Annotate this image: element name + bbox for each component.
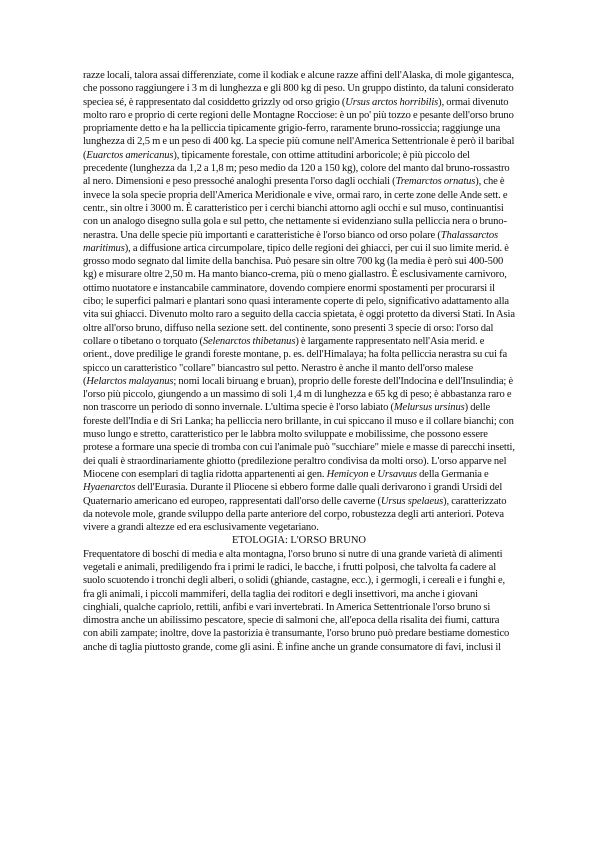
species-name: Melursus ursinus <box>393 402 465 414</box>
text-run: ) è largamente rappresentato nell'Asia merid. e orient., dove predilige le grandi foreste montane, p. es. dell'Himalaya; ha folta pelliccia nerastra su cui fa spicco un caratteristico "collare" biancastro sul petto. Nerastro è anche il manto dell'orso malese ( <box>83 335 508 387</box>
species-name: Hyaenarctos <box>83 482 136 494</box>
species-name: Selenarctos thibetanus <box>202 335 296 347</box>
species-name: Hemicyon <box>326 468 369 480</box>
species-name: Thalassarctos maritimus <box>83 229 498 254</box>
text-run: ) delle foreste dell'India e di Sri Lanka; ha pelliccia nero brillante, in cui spiccano il muso e il collare bianchi; con muso lungo e stretto, caratteristico per le labbra molto sviluppate e mobilissime, che possono essere protese a formare una specie di tromba con cui l'animale può "succhiare" miele e masse di parecchi insetti, dei quali è straordinariamente ghiotto (predilezione peraltro condivisa da molti orso). L'orso apparve nel Miocene con esemplari di taglia ridotta appartenenti ai gen. <box>83 402 515 480</box>
body-paragraph-species <box>83 69 515 534</box>
text-run: ; nomi locali biruang e bruan), proprio delle foreste dell'Indocina e dell'Insulindia; è l'orso più piccolo, giungendo a un massimo di soli 1,4 m di lunghezza e 65 kg di peso; è abbastanza raro e non trascorre un periodo di sonno invernale. L'ultima specie è l'orso labiato ( <box>83 375 513 414</box>
text-run: razze locali, talora assai differenziate, come il kodiak e alcune razze affini dell'Alaska, di mole gigantesca, che possono raggiungere i 3 m di lunghezza e gli 800 kg di peso. Un gruppo distinto, da taluni considerato speciea sé, è rappresentato dal cosiddetto grizzly od orso grigio ( <box>83 70 514 108</box>
species-name: Euarctos americanus <box>86 149 174 161</box>
text-run: ), caratterizzato da notevole mole, grande sviluppo della parte anteriore del corpo, robustezza degli arti anteriori. Poteva vivere a grandi altezze ed era esclusivamente vegetariano. <box>83 495 507 534</box>
species-name: Ursus spelaeus <box>380 495 444 507</box>
text-run: ), ormai divenuto molto raro e proprio di certe regioni delle Montagne Rocciose: è un po' più tozzo e pesante dell'orso bruno propriamente detto e ha la pelliccia tipicamente grigio-ferro, raramente bruno-rossiccia; raggiunge una lunghezza di 2,5 m e un peso di 400 kg. La specie più comune nell'America Settentrionale è però il baribal ( <box>83 96 515 161</box>
text-run: ), a diffusione artica circumpolare, tipico delle regioni dei ghiacci, per cui il suo limite merid. è grosso modo segnato dal limite della banchisa. Può pesare sin oltre 700 kg (la media è però sui 400-500 kg) e misurare oltre 2,50 m. Ha manto bianco-crema, più o meno giallastro. È esclusivamente carnivoro, ottimo nuotatore e instancabile camminatore, dovendo compiere enormi spostamenti per procurarsi il cibo; le superfici palmari e plantari sono quasi interamente coperte di pelo, significativo adattamento alla vita sui ghiacci. Divenuto molto raro a seguito della caccia spietata, è oggi protetto da diversi Stati. In Asia oltre all'orso bruno, diffuso nella sezione sett. del continente, sono presenti 3 specie di orso: l'orso dal collare o tibetano o torquato ( <box>83 242 515 347</box>
text-run: e <box>368 468 378 480</box>
body-paragraph-ethology: Frequentatore di boschi di media e alta montagna, l'orso bruno si nutre di una grande varietà di alimenti vegetali e animali, prediligendo fra i primi le radici, le bacche, i frutti polposi, che talvolta fa cadere al suolo scuotendo i tronchi degli alberi, o solidi (ghiande, castagne, ecc.), i germogli, i cereali e i funghi e, fra gli animali, i piccoli mammiferi, della taglia dei roditori e degli insettivori, ma anche i giovani cinghiali, qualche capriolo, rettili, anfibi e vari invertebrati. In America Settentrionale l'orso bruno si dimostra anche un abilissimo pescatore, specie di salmoni che, all'epoca della risalita dei fiumi, cattura con abili zampate; inoltre, dove la pastorizia è transumante, l'orso bruno può predare bestiame domestico anche di taglia piuttosto grande, come gli asini. È infine anche un grande consumatore di favi, inclusi il <box>83 548 510 653</box>
text-run: della Germania e <box>416 468 489 480</box>
text-run: dell'Eurasia. Durante il Pliocene si ebbero forme dalle quali derivarono i grandi Ursidi del Quaternario americano ed europeo, rappresentati dall'orso delle caverne ( <box>83 482 503 507</box>
species-name: Ursavuus <box>377 468 417 480</box>
species-name: Tremarctos ornatus <box>395 176 476 188</box>
section-heading: ETOLOGIA: L'ORSO BRUNO <box>231 535 367 547</box>
text-run: ), tipicamente forestale, con ottime attitudini arboricole; è più piccolo del precedente (lunghezza da 1,2 a 1,8 m; peso medio da 120 a 150 kg), colore del manto dal bruno-rossastro al nero. Dimensioni e peso pressoché analoghi presenta l'orso dagli occhiali ( <box>83 149 510 188</box>
text-run: ), che è invece la sola specie propria dell'America Meridionale e vive, ormai raro, in certe zone delle Ande sett. e centr., sin oltre i 3000 m. È caratteristico per i cerchi bianchi attorno agli occhi e sul muso, continuantisi con un analogo disegno sulla gola e sul petto, che nettamente si evidenziano sulla pelliccia nera o bruno-nerastra. Una delle specie più importanti e caratteristiche è l'orso bianco od orso polare ( <box>83 176 508 241</box>
document-page <box>83 69 515 654</box>
species-name: Ursus arctos horribilis <box>345 96 439 108</box>
species-name: Helarctos malayanus <box>86 375 174 387</box>
